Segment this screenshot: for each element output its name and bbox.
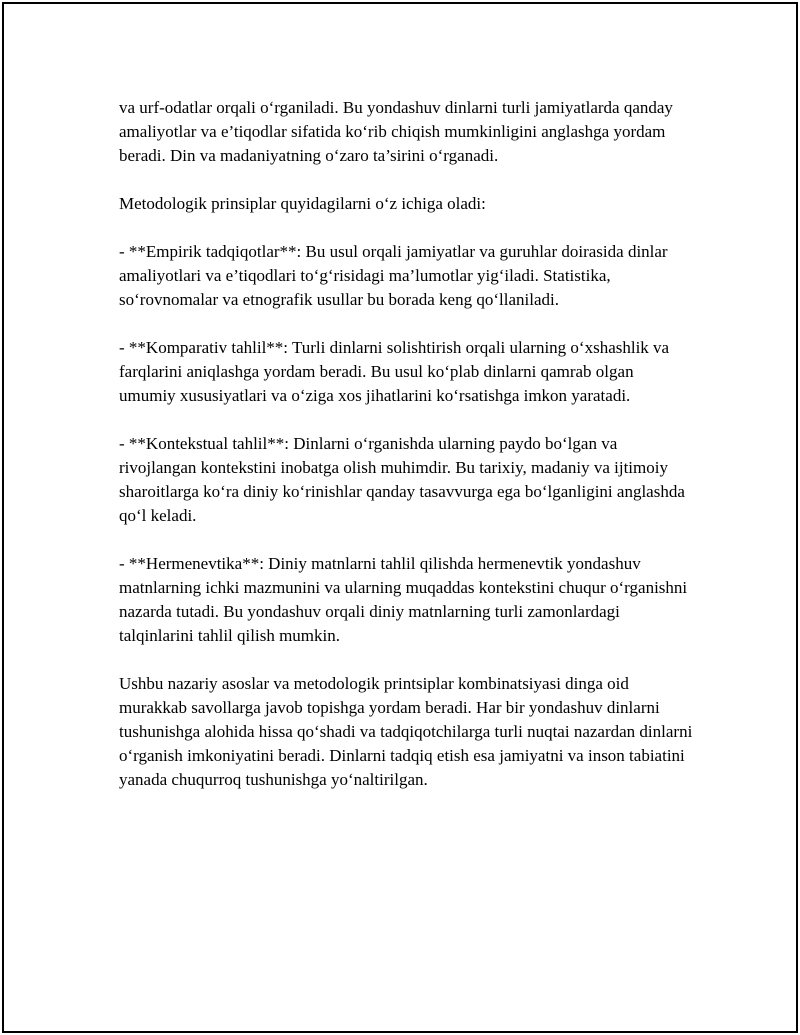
paragraph-contextual: - **Kontekstual tahlil**: Dinlarni o‘rganishda ularning paydo bo‘lgan va rivojlangan kontekstini inobatga olish muhimdir. Bu tarixiy, madaniy va ijtimoiy sharoitlarga ko‘ra diniy ko‘rinishlar qanday tasavvurga ega bo‘lganligini anglashda qo‘l keladi.	[119, 434, 685, 525]
paragraph-hermeneutics: - **Hermenevtika**: Diniy matnlarni tahlil qilishda hermenevtik yondashuv matnlarning ichki mazmunini va ularning muqaddas kontekstini chuqur o‘rganishni nazarda tutadi. Bu yondashuv orqali diniy matnlarning turli zamonlardagi talqinlarini tahlil qilish mumkin.	[119, 554, 688, 645]
paragraph-empirical: - **Empirik tadqiqotlar**: Bu usul orqali jamiyatlar va guruhlar doirasida dinlar amaliyotlari va e’tiqodlari to‘g‘risidagi ma’lumotlar yig‘iladi. Statistika, so‘rovnomalar va etnografik usullar bu borada keng qo‘llaniladi.	[119, 242, 668, 309]
paragraph-principles-heading: Metodologik prinsiplar quyidagilarni o‘z ichiga oladi:	[119, 194, 486, 213]
paragraph-conclusion: Ushbu nazariy asoslar va metodologik printsiplar kombinatsiyasi dinga oid murakkab savollarga javob topishga yordam beradi. Har bir yondashuv dinlarni tushunishga alohida hissa qo‘shadi va tadqiqotchilarga turli nuqtai nazardan dinlarni o‘rganish imkoniyatini beradi. Dinlarni tadqiq etish esa jamiyatni va inson tabiatini yanada chuqurroq tushunishga yo‘naltirilgan.	[119, 674, 693, 789]
document-body	[119, 96, 694, 792]
paragraph-intro: va urf-odatlar orqali o‘rganiladi. Bu yondashuv dinlarni turli jamiyatlarda qanday amaliyotlar va e’tiqodlar sifatida ko‘rib chiqish mumkinligini anglashga yordam beradi. Din va madaniyatning o‘zaro ta’sirini o‘rganadi.	[119, 98, 673, 165]
document-page	[2, 2, 798, 1033]
paragraph-comparative: - **Komparativ tahlil**: Turli dinlarni solishtirish orqali ularning o‘xshashlik va farqlarini aniqlashga yordam beradi. Bu usul ko‘plab dinlarni qamrab olgan umumiy xususiyatlari va o‘ziga xos jihatlarini ko‘rsatishga imkon yaratadi.	[119, 338, 670, 405]
